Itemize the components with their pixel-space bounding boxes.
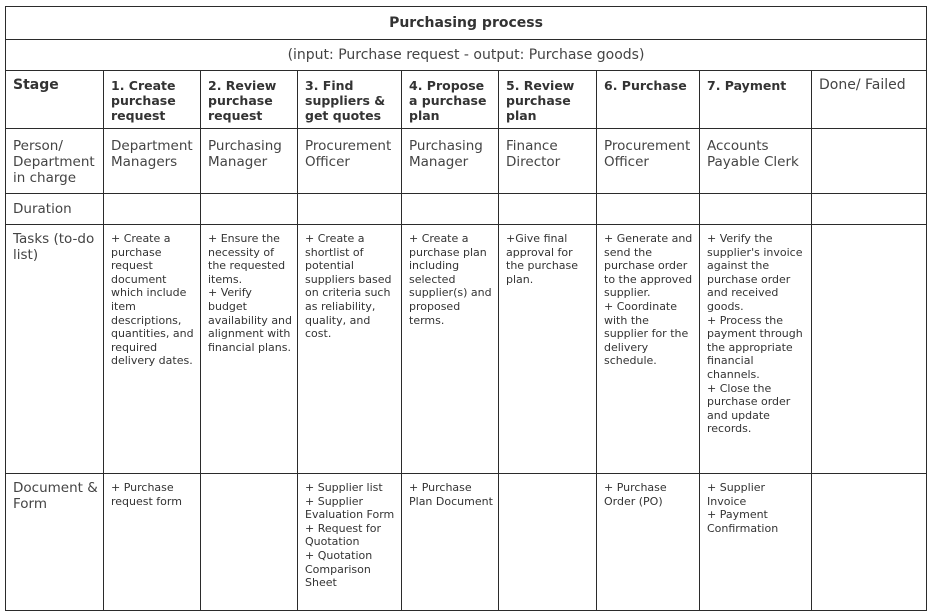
duration-cell-7 [700,194,812,225]
documents-cell-3: + Supplier list + Supplier Evaluation Form + Request for Quotation + Quotation Comparison Sheet [298,474,402,611]
stage-header-3: 3. Find suppliers & get quotes [298,71,402,129]
tasks-cell-5: +Give final approval for the purchase plan. [499,225,597,474]
tasks-cell-done [812,225,927,474]
stage-header-label: Stage [6,71,104,129]
process-table-wrapper [5,6,927,611]
row-label-duration: Duration [6,194,104,225]
duration-cell-3 [298,194,402,225]
person-row [6,129,927,194]
duration-row [6,194,927,225]
duration-cell-2 [201,194,298,225]
title-row [6,7,927,40]
duration-cell-5 [499,194,597,225]
stage-header-2: 2. Review purchase request [201,71,298,129]
documents-cell-6: + Purchase Order (PO) [597,474,700,611]
duration-cell-1 [104,194,201,225]
tasks-cell-7: + Verify the supplier's invoice against the purchase order and received goods. + Process the payment through the appropriate financial channels. + Close the purchase order and update records. [700,225,812,474]
row-label-person: Person/ Department in charge [6,129,104,194]
documents-cell-done [812,474,927,611]
documents-cell-4: + Purchase Plan Document [402,474,499,611]
stage-header-1: 1. Create purchase request [104,71,201,129]
table-title: Purchasing process [6,7,927,40]
person-cell-3: Procurement Officer [298,129,402,194]
duration-cell-done [812,194,927,225]
table-subtitle: (input: Purchase request - output: Purchase goods) [6,40,927,71]
stage-header-row [6,71,927,129]
documents-cell-1: + Purchase request form [104,474,201,611]
person-cell-1: Department Managers [104,129,201,194]
person-cell-7: Accounts Payable Clerk [700,129,812,194]
person-cell-2: Purchasing Manager [201,129,298,194]
stage-header-7: 7. Payment [700,71,812,129]
person-cell-4: Purchasing Manager [402,129,499,194]
purchasing-process-table [5,6,927,611]
tasks-cell-1: + Create a purchase request document which include item descriptions, quantities, and required delivery dates. [104,225,201,474]
stage-header-done: Done/ Failed [812,71,927,129]
person-cell-done [812,129,927,194]
row-label-documents: Document & Form [6,474,104,611]
stage-header-4: 4. Propose a purchase plan [402,71,499,129]
row-label-tasks: Tasks (to-do list) [6,225,104,474]
documents-row [6,474,927,611]
tasks-cell-4: + Create a purchase plan including selected supplier(s) and proposed terms. [402,225,499,474]
tasks-cell-6: + Generate and send the purchase order to the approved supplier. + Coordinate with the supplier for the delivery schedule. [597,225,700,474]
subtitle-row [6,40,927,71]
stage-header-6: 6. Purchase [597,71,700,129]
tasks-row [6,225,927,474]
documents-cell-2 [201,474,298,611]
stage-header-5: 5. Review purchase plan [499,71,597,129]
documents-cell-7: + Supplier Invoice + Payment Confirmation [700,474,812,611]
documents-cell-5 [499,474,597,611]
tasks-cell-3: + Create a shortlist of potential suppliers based on criteria such as reliability, quality, and cost. [298,225,402,474]
duration-cell-4 [402,194,499,225]
person-cell-6: Procurement Officer [597,129,700,194]
duration-cell-6 [597,194,700,225]
person-cell-5: Finance Director [499,129,597,194]
tasks-cell-2: + Ensure the necessity of the requested items. + Verify budget availability and alignment with financial plans. [201,225,298,474]
